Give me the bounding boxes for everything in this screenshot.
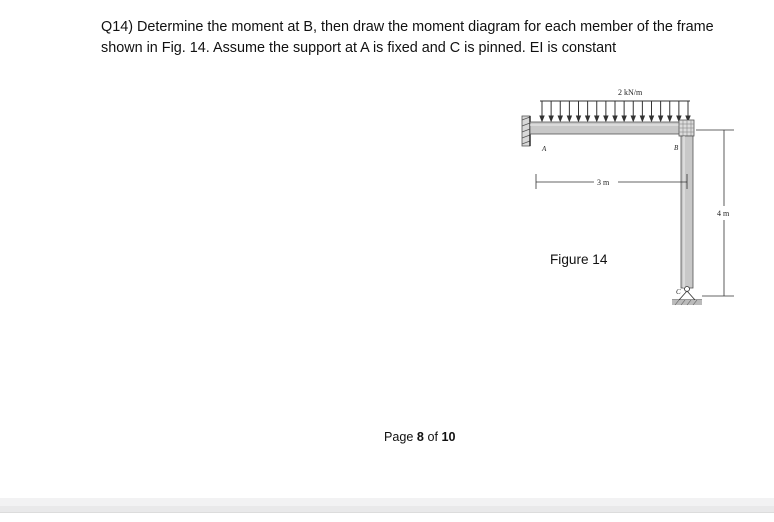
current-page: 8 — [416, 430, 424, 444]
page-number — [384, 430, 455, 444]
load-arrow-head — [604, 116, 608, 121]
load-arrow-head — [540, 116, 544, 121]
load-arrow-head — [631, 116, 635, 121]
load-label: 2 kN/m — [618, 88, 643, 97]
load-arrow-head — [577, 116, 581, 121]
column-bc — [681, 136, 693, 288]
beam-ab — [530, 122, 692, 134]
page-of: of — [427, 430, 438, 444]
height-label: 4 m — [717, 209, 730, 218]
span-label: 3 m — [597, 178, 610, 187]
load-arrow-head — [659, 116, 663, 121]
load-arrow-head — [650, 116, 654, 121]
label-c: C — [676, 288, 681, 296]
load-arrows — [540, 101, 690, 121]
total-pages: 10 — [441, 430, 456, 444]
question-text: Q14) Determine the moment at B, then draw the moment diagram for each member of the frame shown in Fig. 14. Assume the support at A is fixed and C is pinned. EI is constant — [101, 19, 714, 56]
label-b: B — [674, 144, 679, 152]
label-a: A — [542, 145, 547, 153]
load-arrow-head — [595, 116, 599, 121]
span-dimension — [536, 174, 687, 189]
load-arrow-head — [622, 116, 626, 121]
load-arrow-head — [549, 116, 553, 121]
load-arrow-head — [558, 116, 562, 121]
load-arrow-head — [567, 116, 571, 121]
page-separator — [0, 498, 774, 506]
figure-caption: Figure 14 — [550, 252, 608, 267]
page-prefix: Page — [384, 430, 414, 444]
load-arrow-head — [668, 116, 672, 121]
fixed-support-a — [522, 116, 530, 146]
load-arrow-head — [613, 116, 617, 121]
load-arrow-head — [586, 116, 590, 121]
frame-figure — [500, 82, 750, 312]
load-arrow-head — [640, 116, 644, 121]
